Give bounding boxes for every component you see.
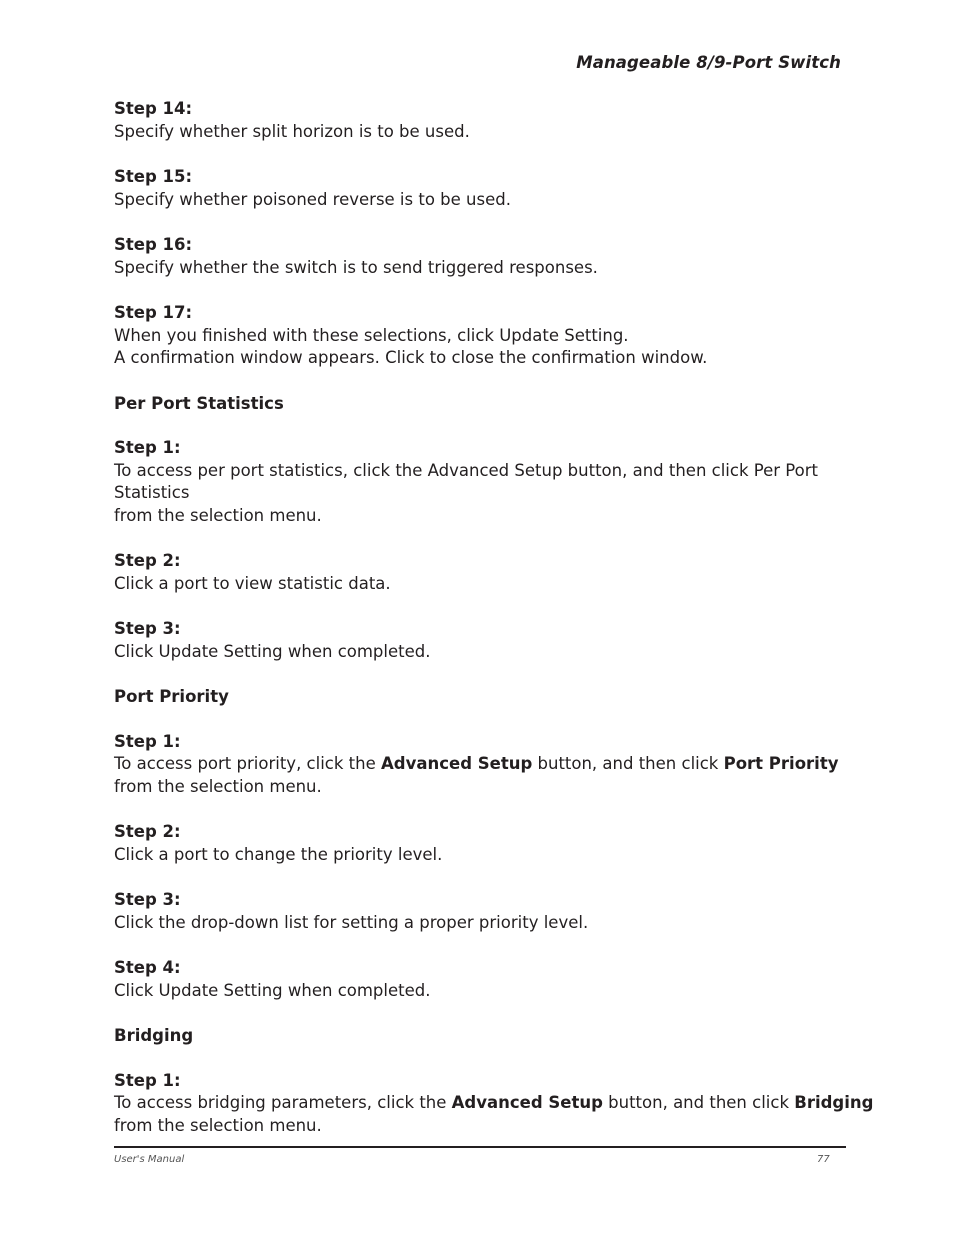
step-text xyxy=(114,753,874,776)
step-block xyxy=(114,302,874,370)
step-text: Click a port to view statistic data. xyxy=(114,573,391,593)
step-text: Click Update Setting when completed. xyxy=(114,980,431,1000)
step-block xyxy=(114,889,874,934)
step-label: Step 2: xyxy=(114,822,181,841)
bold-term-bridging: Bridging xyxy=(794,1093,874,1112)
running-header-title: Manageable 8/9-Port Switch xyxy=(576,53,841,72)
step-text: A confirmation window appears. Click to close the confirmation window. xyxy=(114,348,708,367)
step-text: Specify whether poisoned reverse is to be used. xyxy=(114,189,511,209)
step-label: Step 14: xyxy=(114,99,193,118)
step-block xyxy=(114,98,874,143)
step-text: Click Update Setting when completed. xyxy=(114,641,431,661)
step-label: Step 17: xyxy=(114,303,193,322)
step-label: Step 4: xyxy=(114,958,181,977)
step-block xyxy=(114,731,874,799)
page-content xyxy=(114,98,874,1160)
step-text-part: button, and then click xyxy=(602,1093,795,1112)
bold-term-advanced-setup: Advanced Setup xyxy=(451,1093,603,1112)
step-text: from the selection menu. xyxy=(114,505,322,525)
step-label: Step 3: xyxy=(114,619,181,638)
step-label: Step 3: xyxy=(114,890,181,909)
step-block xyxy=(114,234,874,279)
section-heading-port-priority: Port Priority xyxy=(114,687,229,706)
step-text: To access per port statistics, click the Advanced Setup button, and then click Per Port Statistics xyxy=(114,460,819,502)
step-text xyxy=(114,1092,874,1115)
step-text: from the selection menu. xyxy=(114,776,322,796)
bold-term-port-priority: Port Priority xyxy=(723,754,839,773)
page-number: 77 xyxy=(817,1154,830,1165)
step-label: Step 1: xyxy=(114,1070,181,1090)
step-text: Specify whether the switch is to send triggered responses. xyxy=(114,257,598,277)
step-block xyxy=(114,550,874,595)
step-text: When you finished with these selections, click Update Setting. xyxy=(114,325,629,345)
step-text-part: To access bridging parameters, click the xyxy=(114,1093,452,1112)
step-label: Step 16: xyxy=(114,235,193,254)
step-label: Step 1: xyxy=(114,731,181,751)
section-heading-bridging: Bridging xyxy=(114,1026,194,1045)
step-label: Step 2: xyxy=(114,551,181,570)
footer-manual-label: User's Manual xyxy=(114,1154,185,1165)
step-text-part: To access port priority, click the xyxy=(114,754,381,773)
section-heading-per-port-statistics: Per Port Statistics xyxy=(114,393,284,413)
step-block xyxy=(114,166,874,211)
step-label: Step 1: xyxy=(114,438,181,457)
step-block xyxy=(114,437,874,527)
step-block xyxy=(114,618,874,663)
step-block xyxy=(114,957,874,1002)
step-text: Click a port to change the priority level. xyxy=(114,844,443,864)
step-block xyxy=(114,821,874,866)
step-text: Specify whether split horizon is to be used. xyxy=(114,121,470,141)
step-label: Step 15: xyxy=(114,167,193,186)
step-text: from the selection menu. xyxy=(114,1115,322,1135)
step-block xyxy=(114,1070,874,1138)
footer-divider xyxy=(114,1146,846,1148)
step-text-part: button, and then click xyxy=(532,754,724,773)
bold-term-advanced-setup: Advanced Setup xyxy=(381,754,533,773)
step-text: Click the drop-down list for setting a proper priority level. xyxy=(114,912,589,932)
